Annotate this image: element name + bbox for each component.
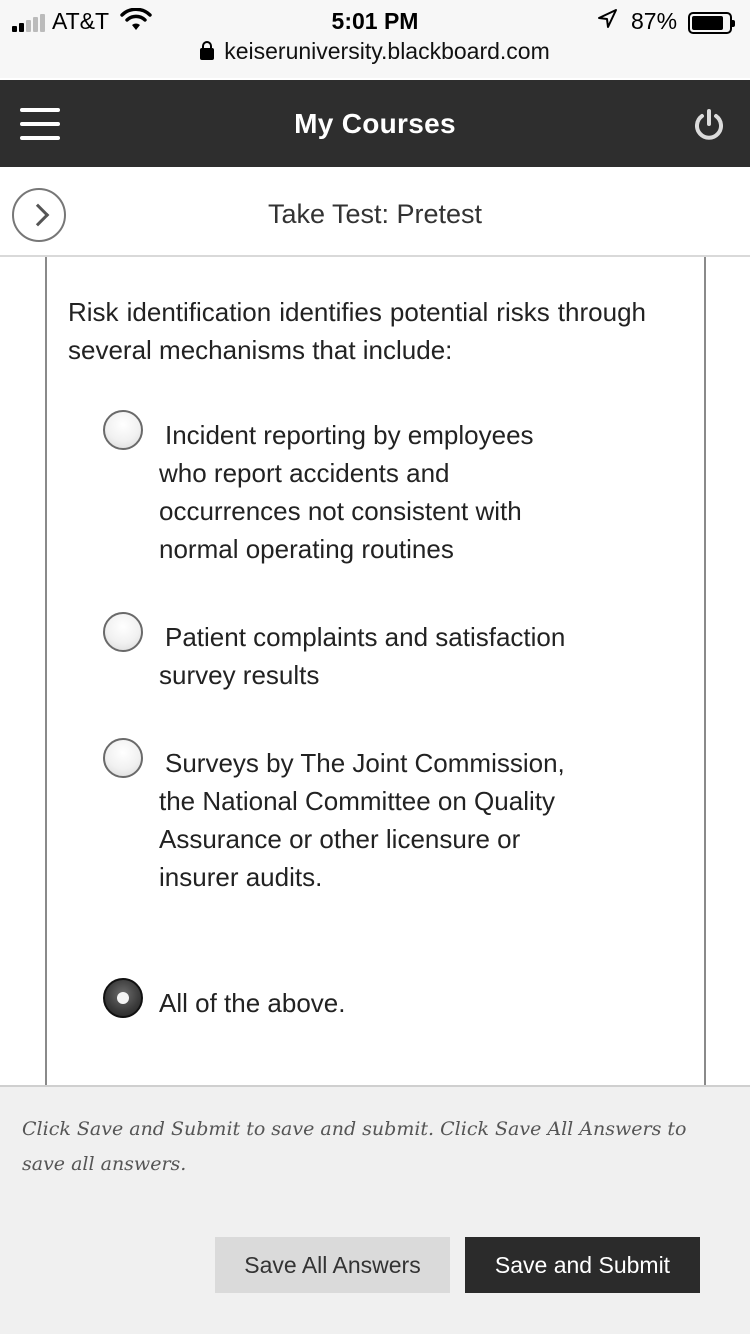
battery-percent: 87% bbox=[631, 8, 678, 34]
radio-button[interactable] bbox=[103, 612, 143, 652]
answer-option-2[interactable] bbox=[103, 612, 583, 696]
test-header bbox=[0, 167, 750, 257]
answer-label: All of the above. bbox=[159, 988, 346, 1018]
lock-icon bbox=[200, 48, 214, 60]
answer-option-1[interactable] bbox=[103, 410, 583, 570]
submit-instructions: Click Save and Submit to save and submit. Click Save All Answers to save all answers. bbox=[22, 1118, 687, 1175]
battery-icon bbox=[688, 12, 732, 34]
save-and-submit-button[interactable]: Save and Submit bbox=[465, 1237, 700, 1293]
radio-button[interactable] bbox=[103, 738, 143, 778]
answer-option-3[interactable] bbox=[103, 738, 583, 936]
submit-panel bbox=[0, 1085, 750, 1334]
test-title: Take Test: Pretest bbox=[267, 199, 483, 229]
question-panel bbox=[45, 257, 706, 1087]
answer-option-4[interactable] bbox=[103, 978, 583, 1026]
radio-button[interactable] bbox=[103, 410, 143, 450]
answer-label: Patient complaints and satisfaction survey results bbox=[159, 622, 566, 690]
top-nav-bar bbox=[0, 80, 750, 167]
power-icon[interactable] bbox=[693, 108, 725, 142]
answer-label: Surveys by The Joint Commission, the National Committee on Quality Assurance or other licensure or insurer audits. bbox=[159, 748, 565, 892]
save-all-answers-button[interactable]: Save All Answers bbox=[215, 1237, 450, 1293]
carrier-name: AT&T bbox=[52, 8, 110, 34]
page-title: My Courses bbox=[294, 108, 456, 139]
question-text: Risk identification identifies potential risks through several mechanisms that include: bbox=[68, 297, 646, 365]
answer-label: Incident reporting by employees who report accidents and occurrences not consistent with normal operating routines bbox=[159, 420, 534, 564]
address-bar[interactable] bbox=[0, 38, 750, 65]
url-text: keiseruniversity.blackboard.com bbox=[224, 38, 550, 64]
clock: 5:01 PM bbox=[331, 8, 419, 34]
location-arrow-icon bbox=[596, 8, 618, 30]
status-bar bbox=[0, 0, 750, 78]
radio-button-selected[interactable] bbox=[103, 978, 143, 1018]
